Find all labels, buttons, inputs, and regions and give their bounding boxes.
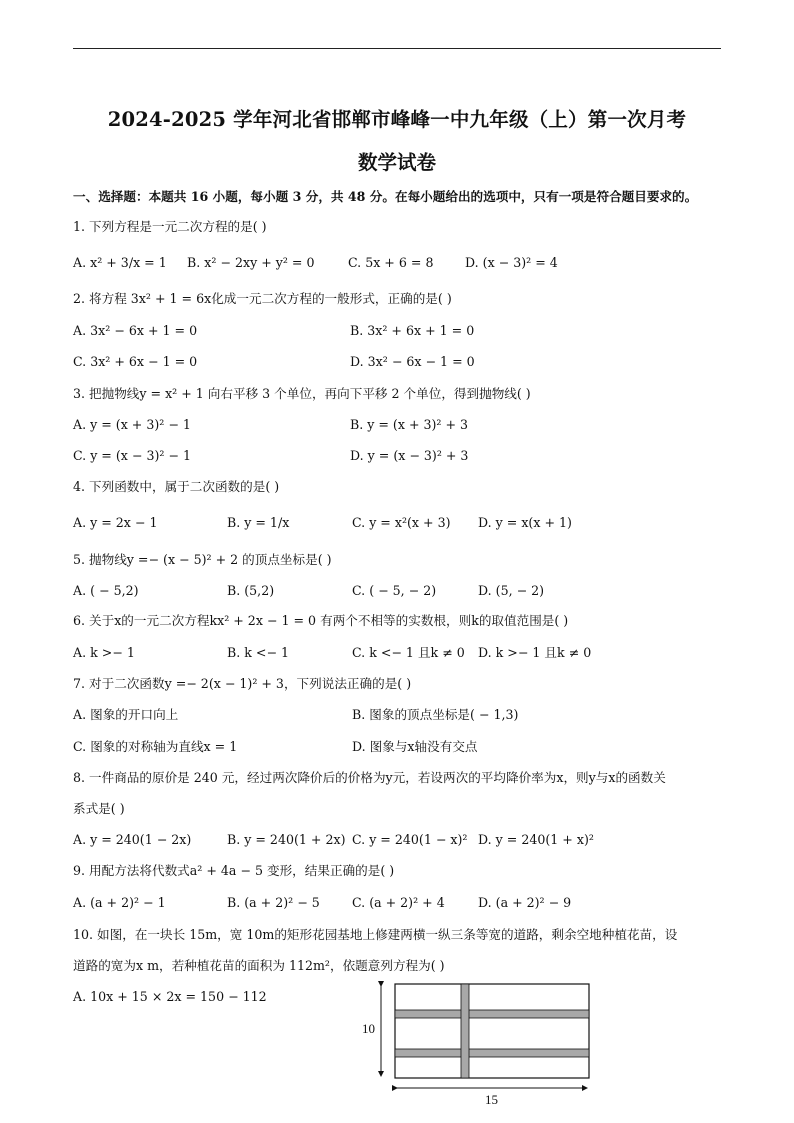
- q3-option-c: C. y = (x − 3)² − 1: [73, 448, 191, 463]
- q2-option-b: B. 3x² + 6x + 1 = 0: [350, 323, 475, 338]
- q2-option-c: C. 3x² + 6x − 1 = 0: [73, 354, 198, 369]
- question-8-stem-line2: 系式是( ): [73, 801, 125, 816]
- q7-option-b: B. 图象的顶点坐标是( − 1,3): [352, 707, 519, 722]
- q3-option-d: D. y = (x − 3)² + 3: [350, 448, 469, 463]
- top-rule: [73, 48, 721, 49]
- q10-option-a: A. 10x + 15 × 2x = 150 − 112: [73, 989, 267, 1004]
- question-3-stem: 3. 把抛物线y = x² + 1 向右平移 3 个单位，再向下平移 2 个单位，得到抛物线( ): [73, 386, 531, 401]
- question-2-stem: 2. 将方程 3x² + 1 = 6x化成一元二次方程的一般形式，正确的是( ): [73, 291, 452, 306]
- question-5-stem: 5. 抛物线y =− (x − 5)² + 2 的顶点坐标是( ): [73, 552, 332, 567]
- q2-option-d: D. 3x² − 6x − 1 = 0: [350, 354, 475, 369]
- garden-rect: [395, 984, 589, 1078]
- q9-option-b: B. (a + 2)² − 5: [227, 895, 320, 910]
- q9-option-a: A. (a + 2)² − 1: [73, 895, 166, 910]
- question-7-stem: 7. 对于二次函数y =− 2(x − 1)² + 3，下列说法正确的是( ): [73, 676, 412, 691]
- question-10-stem-line2: 道路的宽为x m，若种植花苗的面积为 112m²，依题意列方程为( ): [73, 958, 445, 973]
- horizontal-road-bottom: [395, 1049, 589, 1057]
- q8-option-d: D. y = 240(1 + x)²: [478, 832, 594, 847]
- q8-option-a: A. y = 240(1 − 2x): [73, 832, 192, 847]
- q5-option-a: A. ( − 5,2): [73, 583, 139, 598]
- question-1-stem: 1. 下列方程是一元二次方程的是( ): [73, 219, 267, 234]
- page-subtitle: 数学试卷: [357, 151, 436, 174]
- q9-option-c: C. (a + 2)² + 4: [352, 895, 445, 910]
- q8-option-c: C. y = 240(1 − x)²: [352, 832, 468, 847]
- height-label: 10: [362, 1021, 375, 1036]
- section-heading: 一、选择题：本题共 16 小题，每小题 3 分，共 48 分。在每小题给出的选项中，只有一项是符合题目要求的。: [73, 189, 698, 204]
- q1-option-c: C. 5x + 6 = 8: [348, 255, 434, 270]
- q5-option-d: D. (5, − 2): [478, 583, 545, 598]
- question-10-stem-line1: 10. 如图，在一块长 15m，宽 10m的矩形花园基地上修建两横一纵三条等宽的道路，剩余空地种植花苗，设: [73, 927, 678, 942]
- q5-option-c: C. ( − 5, − 2): [352, 583, 437, 598]
- q3-option-b: B. y = (x + 3)² + 3: [350, 417, 469, 432]
- q1-option-a: A. x² + 3/x = 1: [73, 255, 167, 270]
- width-label: 15: [485, 1092, 498, 1107]
- q4-option-a: A. y = 2x − 1: [73, 515, 158, 530]
- q7-option-d: D. 图象与x轴没有交点: [352, 739, 478, 754]
- q6-option-a: A. k >− 1: [73, 645, 135, 660]
- question-9-stem: 9. 用配方法将代数式a² + 4a − 5 变形，结果正确的是( ): [73, 863, 395, 878]
- garden-figure: [355, 978, 615, 1108]
- q5-option-b: B. (5,2): [227, 583, 275, 598]
- q6-option-d: D. k >− 1 且k ≠ 0: [478, 645, 592, 660]
- q6-option-c: C. k <− 1 且k ≠ 0: [352, 645, 465, 660]
- q4-option-d: D. y = x(x + 1): [478, 515, 572, 530]
- q9-option-d: D. (a + 2)² − 9: [478, 895, 572, 910]
- horizontal-road-top: [395, 1010, 589, 1018]
- q8-option-b: B. y = 240(1 + 2x): [227, 832, 346, 847]
- q2-option-a: A. 3x² − 6x + 1 = 0: [73, 323, 198, 338]
- q1-option-b: B. x² − 2xy + y² = 0: [187, 255, 315, 270]
- q4-option-c: C. y = x²(x + 3): [352, 515, 451, 530]
- question-4-stem: 4. 下列函数中，属于二次函数的是( ): [73, 479, 280, 494]
- q7-option-a: A. 图象的开口向上: [73, 707, 179, 722]
- q1-option-d: D. (x − 3)² = 4: [465, 255, 558, 270]
- page-title: 2024-2025 学年河北省邯郸市峰峰一中九年级（上）第一次月考: [107, 108, 687, 131]
- q4-option-b: B. y = 1/x: [227, 515, 290, 530]
- q3-option-a: A. y = (x + 3)² − 1: [73, 417, 191, 432]
- question-8-stem-line1: 8. 一件商品的原价是 240 元，经过两次降价后的价格为y元，若设两次的平均降价率为x，则y与x的函数关: [73, 770, 666, 785]
- q6-option-b: B. k <− 1: [227, 645, 290, 660]
- q7-option-c: C. 图象的对称轴为直线x = 1: [73, 739, 238, 754]
- question-6-stem: 6. 关于x的一元二次方程kx² + 2x − 1 = 0 有两个不相等的实数根，则k的取值范围是( ): [73, 613, 569, 628]
- vertical-road: [461, 984, 469, 1078]
